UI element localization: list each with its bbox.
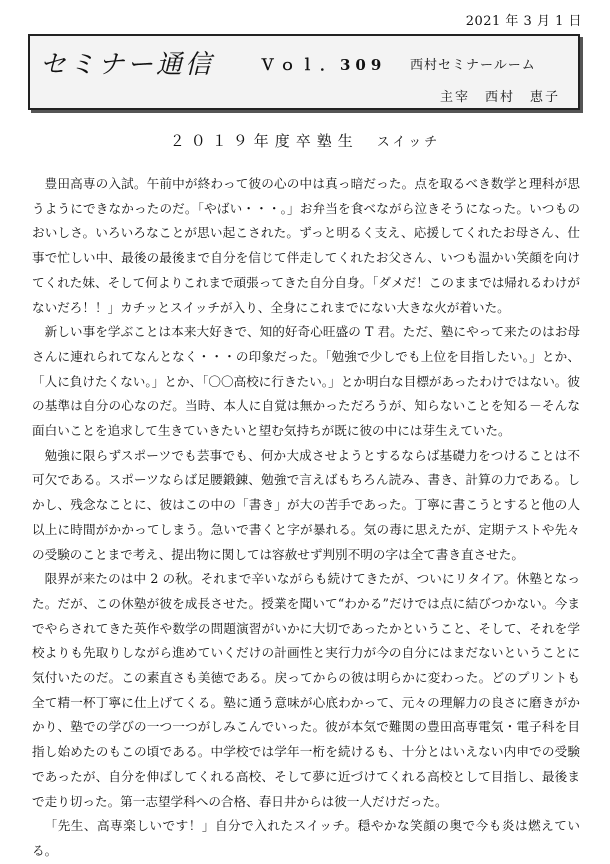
paragraph: 新しい事を学ぶことは本来大好きで、知的好奇心旺盛の T 君。ただ、塾にやって来たのはお母さんに連れられてなんとなく・・・の印象だった。「勉強で少しでも上位を目指したい。」とか、「人に負けたくない。」とか、「〇〇高校に行きたい。」とか明白な目標があったわけではない。彼の基準は自分の心なのだ。当時、本人に自覚は無かっただろうが、知らないことを知る－そんな面白いことを追求して生きていきたいと望む気持ちが既に彼の中には芽生えていた。	[32, 324, 580, 439]
paragraph: 「先生、高専楽しいです！」自分で入れたスイッチ。穏やかな笑顔の奥で今も炎は燃えている。	[32, 818, 580, 858]
volume-number: Ｖｏｌ．309	[260, 56, 387, 74]
paragraph: 勉強に限らずスポーツでも芸事でも、何か大成させようとするならば基礎力をつけることは不可欠である。スポーツならば足腰鍛錬、勉強で言えばもちろん読み、書き、計算の力である。しかし、残念なことに、彼はこの中の「書き」が大の苦手であった。丁寧に書こうとすると他の人以上に時間がかかってしまう。急いで書くと字が暴れる。気の毒に思えたが、定期テストや先々の受験のことまで考え、提出物に関しては容赦せず判別不明の字は全て書き直させた。	[32, 447, 580, 562]
newsletter-title: セミナー通信	[40, 50, 215, 80]
article-body	[32, 172, 580, 864]
article-title: ２０１９年度卒塾生	[169, 132, 359, 150]
organization-name: 西村セミナールーム	[410, 58, 536, 73]
paragraph: 限界が来たのは中 2 の秋。それまで辛いながらも続けてきたが、ついにリタイア。休塾となった。だが、この休塾が彼を成長させた。授業を聞いて“わかる”だけでは点に結びつかない。今までやらされてきた英作や数学の問題演習がいかに大切であったかということ、そして、それを学校よりも先取りしながら進めていくだけの計画性と実行力が今の自分にはまだないということに気付いたのだ。この素直さも美徳である。戻ってからの彼は明らかに変わった。どのプリントも全て精一杯丁寧に仕上げてくる。塾に通う意味が心底わかって、元々の理解力の良さに磨きがかかり、塾での学びの一つ一つがしみこんでいった。彼が本気で難関の豊田高専電気・電子科を目指し始めたのもこの頃である。中学校では学年一桁を続けるも、十分とはいえない内申での受験であったが、自分を伸ばしてくれる高校、そして夢に近づけてくれる高校として目指し、最後まで走り切った。第一志望学科への合格、春日井からは彼一人だけだった。	[32, 571, 581, 809]
editor-name: 主宰 西村 恵子	[440, 90, 561, 105]
article-subtitle: スイッチ	[376, 135, 441, 150]
paragraph: 豊田高専の入試。午前中が終わって彼の心の中は真っ暗だった。点を取るべき数学と理科が思うようにできなかったのだ。「やばい・・・。」お弁当を食べながら泣きそうになった。いつものおいしさ。いろいろなことが思い起こされた。ずっと明るく支え、応援してくれたお母さん、仕事で忙しい中、最後の最後まで自分を信じて伴走してくれたお父さん、いつも温かい笑顔を向けてくれた妹、そして何よりこれまで頑張ってきた自分自身。「ダメだ！このままでは帰れるわけがないだろ！！」カチッとスイッチが入り、全身にこれまでにない大きな火が着いた。	[32, 176, 580, 315]
newsletter-header	[28, 34, 580, 110]
issue-date: 2021 年 3 月 1 日	[465, 14, 582, 29]
article-heading	[0, 130, 610, 151]
